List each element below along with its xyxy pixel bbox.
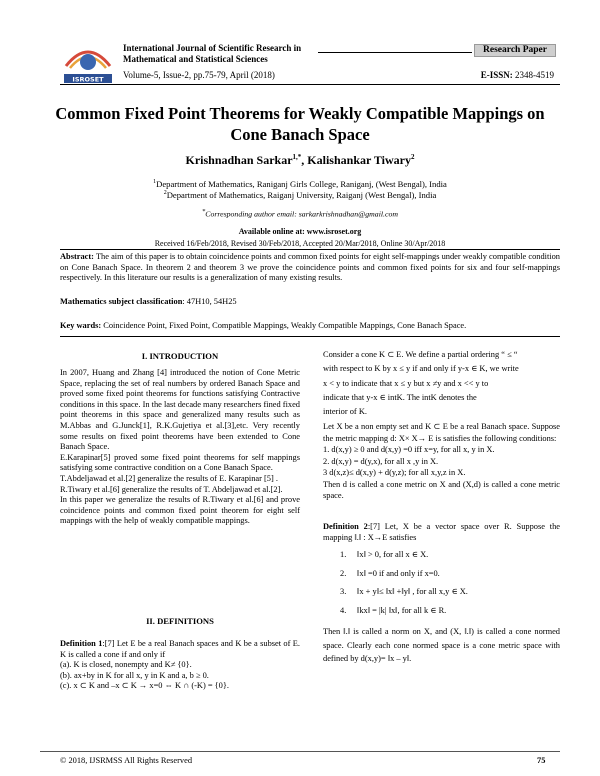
intro-paragraph-4: R.Tiwary et al.[6] generalize the results of T. Abdeljawad et al.[2]. (60, 484, 283, 494)
norm-axiom-text: ‖x‖ > 0, for all x ∈ X. (357, 550, 429, 559)
svg-text:ISROSET: ISROSET (72, 75, 104, 84)
cone-metric-definition: Let X be a non empty set and K ⊂ E be a real Banach space. Suppose the metric mapping d: X× X→ E is satisfies the following conditions: 1. d(x,y) ≥ 0 and d(x,y) =0 iff x=y, for all x, y in X. 2. d(x,y) = d(y,x), for all x ,y in X. 3 d(x,z)≤ d(x,y) + d(y,z); for all x,y,z in X. Then d is called a cone metric on X and (X,d) is called a cone metric space. (323, 422, 560, 500)
norm-axiom-item (340, 583, 550, 602)
keywords: Key wards: Coincidence Point, Fixed Point, Compatible Mappings, Weakly Compatible Mappings, Cone Banach Space. (60, 321, 467, 330)
intro-paragraph-1: In 2007, Huang and Zhang [4] introduced the notion of Cone Metric Space, replacing the set of real numbers by ordered Banach Space and proved some fixed point theorems for functions satisfying Contractive conditions in this space. In the last decade many researchers fined fixed point theorems in this space and generalized many results such as M.Abbas and G.Junck[1], R.K.Gujetiya et al.[3],etc. Very recently some results on fixed point theorems have been extended to Cone Banach Space. (60, 368, 300, 452)
norm-axiom-number: 4. (340, 605, 347, 615)
cone-normed-space-paragraph: Then ‖.‖ is called a norm on X, and (X, ‖.‖) is called a cone normed space. Clearly each cone normed space is a cone metric space with defined by d(x,y)= ‖x – y‖. (323, 627, 560, 664)
available-online: Available online at: www.isroset.org (238, 227, 362, 236)
norm-axiom-number: 2. (340, 568, 347, 578)
affiliation-2: $^2$Department of Mathematics, Raiganj University, Raiganj (West Bengal), India (163, 189, 437, 200)
norm-axiom-item (340, 565, 550, 584)
definition-1: Definition 1:[7] Let E be a real Banach spaces and K be a subset of E. K is called a cone if and only if (a). K is closed, nonempty and K≠ {0}. (b). ax+by in K for all x, y in K and a, b ≥ 0. (c). x ⊂ K and –x ⊂ K → x=0 ⇔ K ∩ (-K) = {0}. (60, 639, 300, 691)
received-dates: Received 16/Feb/2018, Revised 30/Feb/2018, Accepted 20/Mar/2018, Online 30/Apr/2018 (154, 239, 446, 248)
intro-paragraph-3: T.Abdeljawad et al.[2] generalize the results of E. Karapinar [5] . (60, 473, 278, 483)
paper-title: Common Fixed Point Theorems for Weakly Compatible Mappings on Cone Banach Space (55, 104, 545, 144)
norm-axiom-item (340, 602, 550, 621)
journal-underline (318, 52, 472, 53)
norm-axiom-number: 1. (340, 550, 347, 559)
cone-ordering-paragraph: Consider a cone K ⊂ E. We define a partial ordering “ ≤ “ with respect to K by x ≤ y if and only if y-x ∈ K, we write x < y to indicate that x ≤ y but x ≠y and x << y to indicate that y-x ∈ intK. The intK denotes the interior of K. (323, 350, 519, 417)
norm-axiom-text: ‖x + y‖≤ ‖x‖ +‖y‖ , for all x,y ∈ X. (357, 587, 468, 596)
author-list: Krishnadhan Sarkar$^{1,*}$, Kalishankar Tiwary$^2$ (185, 153, 415, 167)
paper-type-badge: Research Paper (474, 44, 556, 57)
intro-paragraph-2: E.Karapinar[5] proved some fixed point theorems for self mappings satisfying some contractive condition on a Cone Banach Space. (60, 452, 300, 473)
norm-axiom-item (340, 546, 550, 565)
norm-axiom-text: ‖x‖ =0 if and only if x=0. (357, 568, 440, 578)
page-number: 75 (537, 756, 546, 765)
introduction-heading: I. INTRODUCTION (141, 351, 219, 361)
affiliation-1: $^1$Department of Mathematics, Raniganj Girls College, Raniganj, (West Bengal), India (153, 178, 447, 189)
issn: E-ISSN: 2348-4519 (480, 70, 554, 80)
abstract: Abstract: The aim of this paper is to obtain coincidence points and common fixed points for eight self-mappings under weakly compatible condition on Cone Banach Space. In theorem 2 and theorem 3 we prove the coincidence points and common fixed points for six and four self-mappings respectively. In this literature our results is a generalization of many existing results. (60, 252, 560, 283)
definition-2: Definition 2:[7] Let, X be a vector space over R. Suppose the mapping ‖.‖ : X→E satisfies (323, 522, 560, 542)
copyright: © 2018, IJSRMSS All Rights Reserved (60, 756, 193, 765)
journal-name: International Journal of Scientific Research in Mathematical and Statistical Sciences (123, 43, 302, 64)
norm-axioms-list (340, 546, 550, 620)
math-subject-classification: Mathematics subject classification: 47H10, 54H25 (60, 297, 237, 306)
norm-axiom-text: ‖kx‖ = |k| ‖x‖, for all k ∈ R. (357, 605, 447, 615)
volume-info: Volume-5, Issue-2, pp.75-79, April (2018) (123, 70, 275, 80)
norm-axiom-number: 3. (340, 587, 347, 596)
corresponding-author: *Corresponding author email: sarkarkrishnadhan@gmail.com (202, 208, 398, 219)
intro-paragraph-5: In this paper we generalize the results of R.Tiwary et al.[6] and prove coincidence points and common fixed point theorem for eight self mappings with the help of weakly compatible mappings. (60, 495, 300, 526)
abstract-divider-top (60, 249, 560, 250)
keywords-divider (60, 336, 560, 337)
header-divider (60, 84, 560, 85)
footer-divider (40, 751, 560, 752)
definitions-heading: II. DEFINITIONS (146, 616, 214, 626)
journal-logo (60, 36, 116, 86)
introduction-body (60, 368, 300, 527)
